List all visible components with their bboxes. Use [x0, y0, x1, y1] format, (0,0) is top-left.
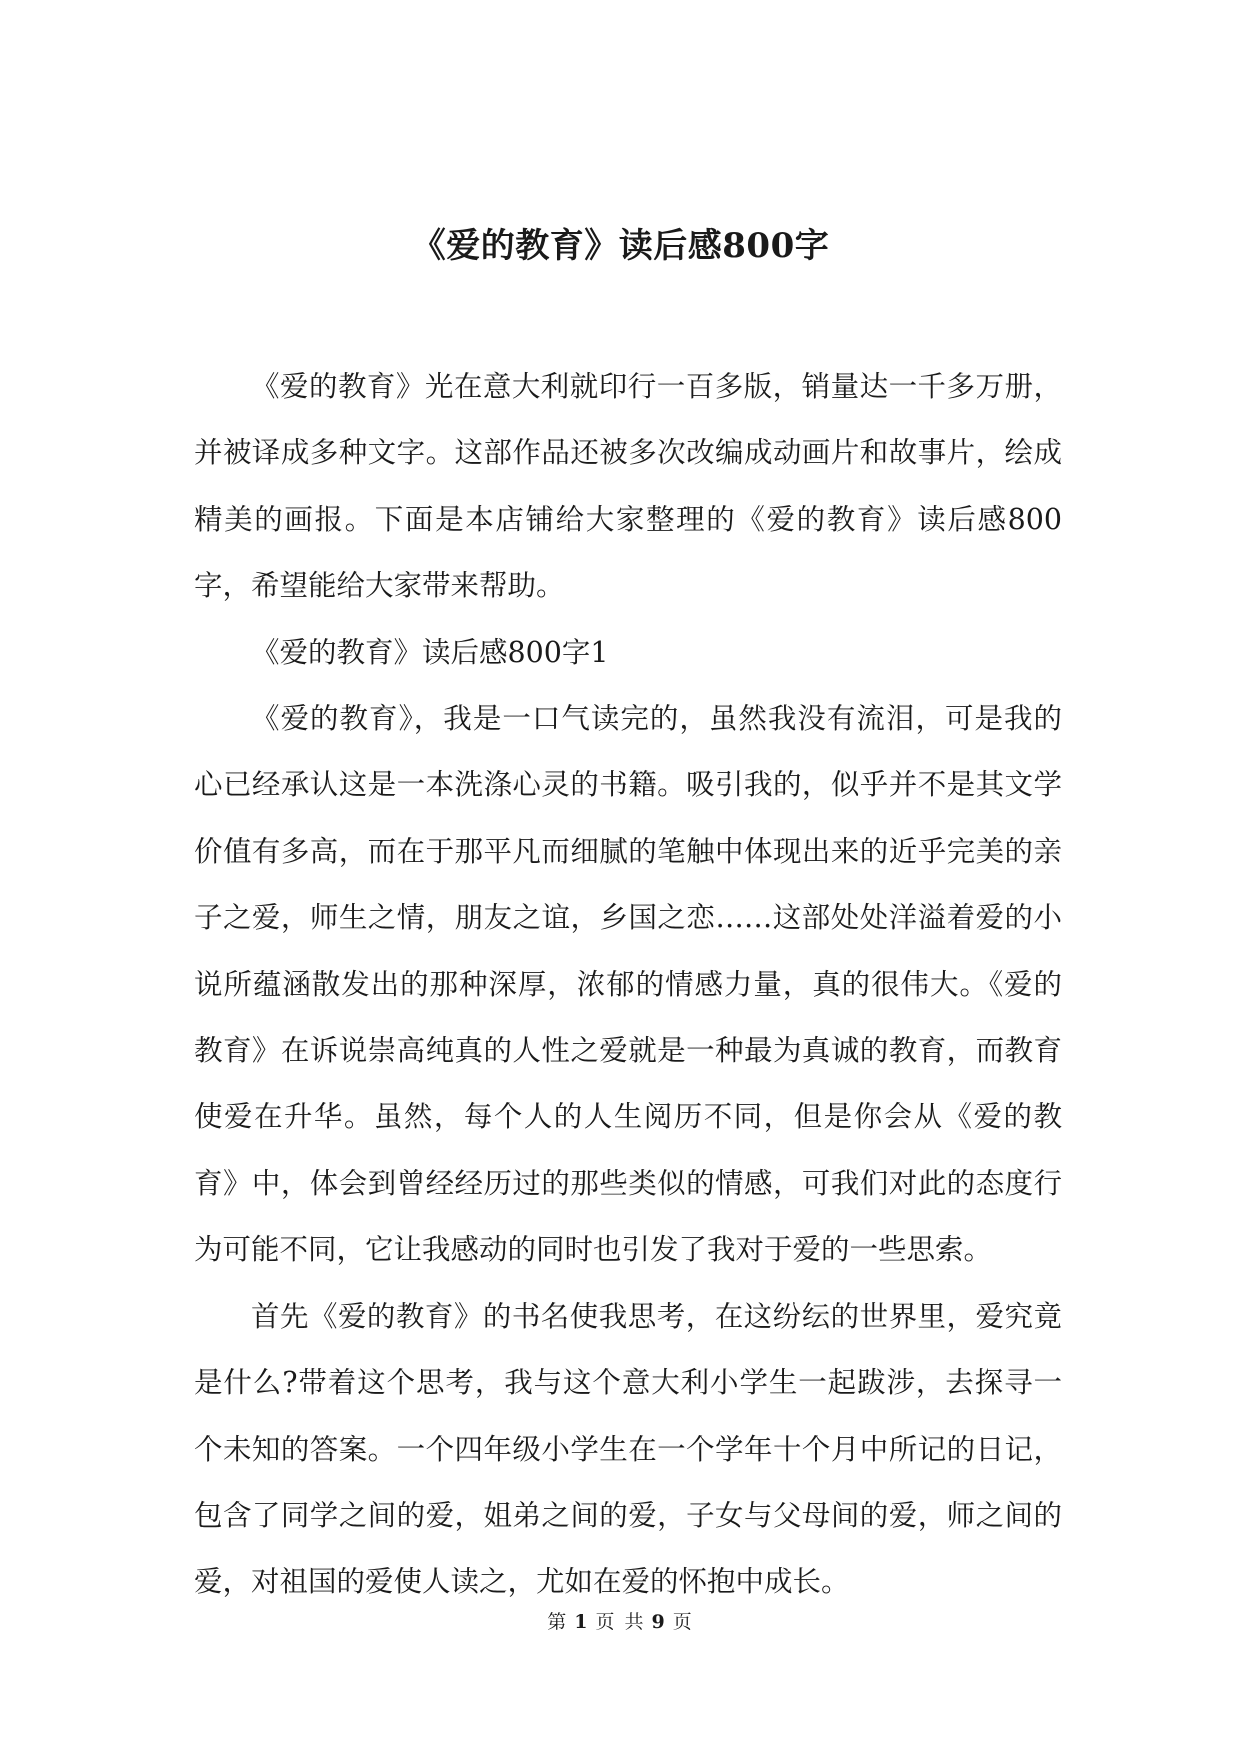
total-pages-number: 9 — [651, 1611, 667, 1633]
document-title: 《爱的教育》读后感800字 — [411, 226, 830, 266]
document-body — [194, 354, 1062, 1616]
current-page-number: 1 — [574, 1611, 590, 1633]
page-footer — [0, 1608, 1241, 1636]
footer-suffix: 页 — [672, 1611, 694, 1633]
intro-paragraph: 《爱的教育》光在意大利就印行一百多版，销量达一千多万册，并被译成多种文字。这部作品还被多次改编成动画片和故事片，绘成精美的画报。下面是本店铺给大家整理的《爱的教育》读后感800字，希望能给大家带来帮助。 — [194, 370, 1062, 603]
section-heading: 《爱的教育》读后感800字1 — [251, 635, 609, 669]
footer-middle: 页 共 — [595, 1611, 646, 1633]
footer-prefix: 第 — [547, 1611, 569, 1633]
body-paragraph: 《爱的教育》，我是一口气读完的，虽然我没有流泪，可是我的心已经承认这是一本洗涤心灵的书籍。吸引我的，似乎并不是其文学价值有多高，而在于那平凡而细腻的笔触中体现出来的近乎完美的亲子之爱，师生之情，朋友之谊，乡国之恋……这部处处洋溢着爱的小说所蕴涵散发出的那种深厚，浓郁的情感力量，真的很伟大。《爱的教育》在诉说崇高纯真的人性之爱就是一种最为真诚的教育，而教育使爱在升华。虽然，每个人的人生阅历不同，但是你会从《爱的教育》中，体会到曾经经历过的那些类似的情感，可我们对此的态度行为可能不同，它让我感动的同时也引发了我对于爱的一些思索。 — [194, 702, 1062, 1267]
body-paragraph: 首先《爱的教育》的书名使我思考，在这纷纭的世界里，爱究竟是什么?带着这个思考，我与这个意大利小学生一起跋涉，去探寻一个未知的答案。一个四年级小学生在一个学年十个月中所记的日记，包含了同学之间的爱，姐弟之间的爱，子女与父母间的爱，师之间的爱，对祖国的爱使人读之，尤如在爱的怀抱中成长。 — [194, 1299, 1062, 1599]
